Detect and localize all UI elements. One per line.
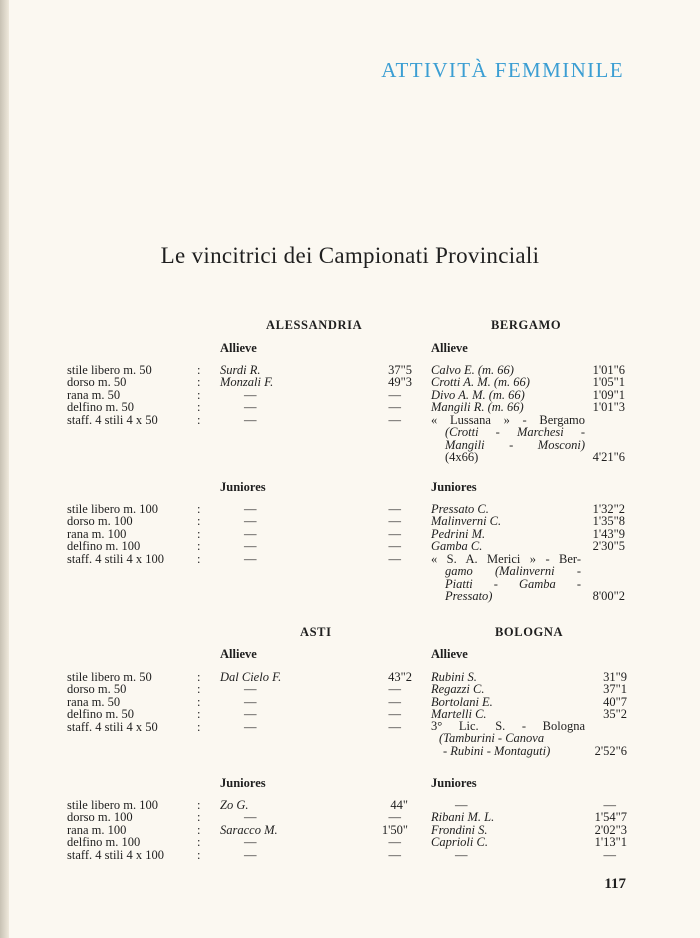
result-time: — (388, 413, 401, 427)
result-time: 1'32"2 (592, 502, 625, 516)
result-time: 44" (390, 798, 408, 812)
athlete-name: Martelli C. (431, 707, 487, 721)
section-header: ATTIVITÀ FEMMINILE (381, 58, 624, 82)
relay-members: (Crotti - Marchesi - (445, 425, 585, 440)
relay-members: Piatti - Gamba - (445, 576, 581, 591)
result-time: 1'43"9 (592, 527, 625, 541)
relay-members: (Tamburini - Canova (439, 731, 545, 746)
separators-juniores-block1: : : : : : (197, 502, 201, 566)
relay-team: « Lussana » - Bergamo (431, 413, 585, 427)
athlete-name: Crotti A. M. (m. 66) (431, 375, 530, 389)
event-label: rana m. 50 (67, 387, 121, 402)
athlete-name: Dal Cielo F. (220, 670, 282, 684)
result-time: 1'35"8 (592, 514, 625, 528)
result-row (244, 414, 401, 427)
category-allieve-bologna: Allieve (431, 647, 468, 661)
relay-members: Pressato) (445, 589, 493, 604)
athlete-name: Ribani M. L. (431, 810, 495, 824)
event-label: delfino m. 100 (67, 539, 141, 554)
event-label: rana m. 100 (67, 526, 127, 541)
result-time: 1'01"6 (592, 363, 625, 377)
result-row (244, 708, 401, 721)
events-juniores-block2 (67, 799, 164, 861)
athlete-name: — (455, 798, 468, 812)
athlete-name: Calvo E. (m. 66) (431, 363, 514, 377)
category-allieve-asti: Allieve (220, 647, 257, 661)
athlete-name: Divo A. M. (m. 66) (431, 388, 525, 402)
event-label: delfino m. 100 (67, 835, 141, 850)
relay-entry (431, 553, 581, 603)
result-time: 37"5 (388, 363, 412, 377)
result-time: — (388, 695, 401, 709)
athlete-name: — (244, 527, 257, 541)
result-time: — (603, 848, 616, 862)
result-time: 1'50" (381, 823, 408, 837)
result-time: 31"9 (603, 670, 627, 684)
athlete-name: — (455, 848, 468, 862)
relay-time: 8'00"2 (592, 589, 625, 603)
result-time: — (388, 388, 401, 402)
athlete-name: Surdi R. (220, 363, 261, 377)
relay-time: 4'21"6 (592, 450, 625, 464)
event-label: stile libero m. 100 (67, 798, 158, 812)
separators-juniores-block2: : : : : : (197, 798, 201, 862)
category-allieve-alessandria: Allieve (220, 341, 257, 355)
result-row (244, 721, 401, 734)
athlete-name: — (244, 552, 257, 566)
relay-entry (431, 720, 585, 757)
relay-entry (431, 414, 585, 464)
event-label: rana m. 50 (67, 694, 121, 709)
event-label: dorso m. 50 (67, 682, 127, 697)
result-time: — (388, 400, 401, 414)
result-time: 40"7 (603, 695, 627, 709)
result-time: — (388, 682, 401, 696)
result-time: 43"2 (388, 670, 412, 684)
separators-allieve-block2: : : : : : (197, 670, 201, 734)
result-time: — (388, 720, 401, 734)
page-title: Le vincitrici dei Campionati Provinciali (160, 243, 540, 268)
result-time: — (388, 707, 401, 721)
event-label: dorso m. 100 (67, 810, 133, 825)
result-time: — (388, 539, 401, 553)
province-alessandria: ALESSANDRIA (266, 318, 363, 332)
result-row (244, 401, 401, 414)
relay-members: Mangili - Mosconi) (445, 437, 585, 452)
event-label: stile libero m. 50 (67, 363, 152, 377)
category-allieve-bergamo: Allieve (431, 341, 468, 355)
athlete-name: — (244, 502, 257, 516)
events-allieve-block1 (67, 364, 158, 426)
page-number: 117 (604, 876, 626, 892)
athlete-name: — (244, 539, 257, 553)
athlete-name: — (244, 413, 257, 427)
result-time: 2'30"5 (592, 539, 625, 553)
event-label: staff. 4 stili 4 x 100 (67, 551, 164, 566)
event-label: staff. 4 stili 4 x 100 (67, 847, 164, 862)
athlete-name: — (244, 695, 257, 709)
result-row (244, 836, 401, 849)
event-label: staff. 4 stili 4 x 50 (67, 719, 158, 734)
category-juniores-bologna: Juniores (431, 776, 477, 790)
result-time: — (388, 514, 401, 528)
athlete-name: Malinverni C. (431, 514, 502, 528)
event-label: rana m. 100 (67, 822, 127, 837)
result-time: — (388, 835, 401, 849)
athlete-name: — (244, 388, 257, 402)
relay-time: 2'52"6 (594, 744, 627, 758)
result-row (244, 849, 401, 862)
athlete-name: — (244, 835, 257, 849)
province-bologna: BOLOGNA (495, 625, 564, 639)
athlete-name: — (244, 848, 257, 862)
athlete-name: Zo G. (220, 798, 249, 812)
athlete-name: Rubini S. (431, 670, 477, 684)
result-time: 35"2 (603, 707, 627, 721)
event-label: dorso m. 50 (67, 375, 127, 390)
athlete-name: Pressato C. (431, 502, 489, 516)
athlete-name: Regazzi C. (431, 682, 485, 696)
athlete-name: — (244, 720, 257, 734)
relay-team: « S. A. Merici » - Ber- (431, 552, 581, 566)
athlete-name: Pedrini M. (431, 527, 486, 541)
result-time: 1'05"1 (592, 375, 625, 389)
event-label: staff. 4 stili 4 x 50 (67, 412, 158, 427)
category-juniores-asti: Juniores (220, 776, 266, 790)
result-time: — (388, 527, 401, 541)
athlete-name: — (244, 514, 257, 528)
athlete-name: Bortolani E. (431, 695, 493, 709)
events-allieve-block2 (67, 671, 158, 733)
athlete-name: Gamba C. (431, 539, 483, 553)
result-time: — (388, 810, 401, 824)
athlete-name: Mangili R. (m. 66) (431, 400, 524, 414)
result-time: 1'09"1 (592, 388, 625, 402)
result-time: — (603, 798, 616, 812)
event-label: dorso m. 100 (67, 514, 133, 529)
athlete-name: — (244, 400, 257, 414)
result-time: 37"1 (603, 682, 627, 696)
result-time: 1'54"7 (594, 810, 627, 824)
athlete-name: Saracco M. (220, 823, 278, 837)
page-spine-shadow (0, 0, 9, 938)
province-asti: ASTI (300, 625, 332, 639)
result-time: — (388, 552, 401, 566)
event-label: delfino m. 50 (67, 400, 135, 415)
event-label: stile libero m. 50 (67, 670, 152, 684)
athlete-name: — (244, 707, 257, 721)
relay-members: - Rubini - Montaguti) (443, 743, 551, 758)
event-label: stile libero m. 100 (67, 502, 158, 516)
result-time: 49"3 (388, 375, 412, 389)
result-row (244, 683, 401, 696)
result-time: 2'02"3 (594, 823, 627, 837)
result-time: 1'13"1 (594, 835, 627, 849)
result-row (244, 515, 401, 528)
relay-team: 3° Lic. S. - Bologna (431, 719, 585, 733)
result-row (455, 849, 616, 862)
athlete-name: Monzali F. (220, 375, 274, 389)
result-row (244, 540, 401, 553)
athlete-name: Frondini S. (431, 823, 488, 837)
events-juniores-block1 (67, 503, 164, 565)
category-juniores-bergamo: Juniores (431, 480, 477, 494)
province-bergamo: BERGAMO (491, 318, 562, 332)
result-time: — (388, 848, 401, 862)
result-time: — (388, 502, 401, 516)
result-time: 1'01"3 (592, 400, 625, 414)
category-juniores-alessandria: Juniores (220, 480, 266, 494)
athlete-name: Caprioli C. (431, 835, 488, 849)
result-row (244, 553, 401, 566)
relay-members: gamo (Malinverni - (445, 564, 581, 579)
athlete-name: — (244, 682, 257, 696)
event-label: delfino m. 50 (67, 707, 135, 722)
relay-distance: (4x66) (445, 450, 479, 465)
athlete-name: — (244, 810, 257, 824)
separators-allieve-block1: : : : : : (197, 363, 201, 427)
